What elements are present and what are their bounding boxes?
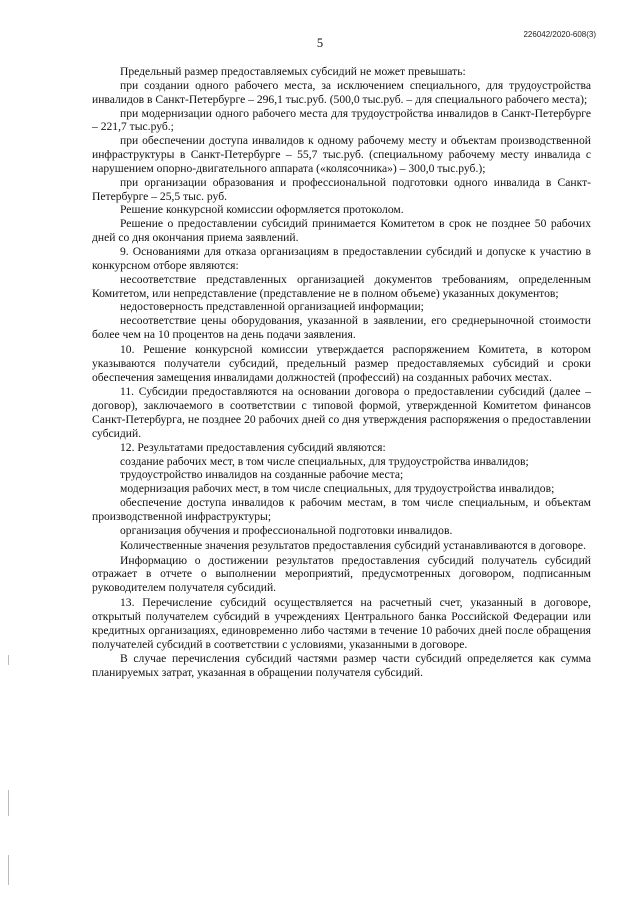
page-number: 5: [316, 36, 324, 50]
paragraph: создание рабочих мест, в том числе специальных, для трудоустройства инвалидов;: [120, 454, 529, 468]
paragraph: Решение конкурсной комиссии оформляется протоколом.: [120, 203, 404, 217]
paragraph: Информацию о достижении результатов предоставления субсидий получатель субсидий отражает в отчете о выполнении мероприятий, предусмотренных договором, подписанным руководителем получателя субсидий.: [92, 553, 591, 595]
scan-mark: [8, 790, 9, 816]
paragraph: модернизация рабочих мест, в том числе специальных, для трудоустройства инвалидов;: [120, 482, 555, 496]
paragraph: при организации образования и профессиональной подготовки одного инвалида в Санкт-Петербурге – 25,5 тыс. руб.: [92, 175, 591, 203]
paragraph: несоответствие представленных организацией документов требованиям, определенным Комитетом, или непредставление (представление не в полном объеме) указанных документов;: [92, 272, 591, 300]
paragraph: Предельный размер предоставляемых субсидий не может превышать:: [120, 65, 466, 78]
scan-mark: [8, 655, 9, 665]
paragraph: обеспечение доступа инвалидов к рабочим местам, в том числе специальным, и объектам производственной инфраструктуры;: [92, 496, 591, 523]
paragraph: 13. Перечисление субсидий осуществляется на расчетный счет, указанный в договоре, открытый получателем субсидий в учреждениях Центрального банка Российской Федерации или кредитных организациях, единовременно либо частями в течение 10 рабочих дней после обращения получателей субсидий в соответствии с условиями, указанными в договоре.: [92, 596, 591, 651]
paragraph: 11. Субсидии предоставляются на основании договора о предоставлении субсидий (далее – договор), заключаемого в соответствии с типовой формой, утвержденной Комитетом финансов Санкт-Петербурга, не позднее 20 рабочих дней со дня утверждения распоряжения о предоставлении субсидий.: [92, 385, 591, 440]
paragraph: 12. Результатами предоставления субсидий являются:: [120, 440, 386, 454]
paragraph: организация обучения и профессиональной подготовки инвалидов.: [120, 523, 453, 537]
paragraph: Количественные значения результатов предоставления субсидий устанавливаются в договоре.: [120, 538, 586, 552]
paragraph: при обеспечении доступа инвалидов к одному рабочему месту и объектам производственной инфраструктуры в Санкт-Петербурге – 55,7 тыс.руб. (специальному рабочему месту инвалида с нарушением опорно-двигательного аппарата («колясочника») – 300,0 тыс.руб.);: [92, 134, 591, 175]
paragraph: В случае перечисления субсидий частями размер части субсидий определяется как сумма планируемых затрат, указанная в обращении получателя субсидий.: [92, 652, 591, 680]
paragraph: 10. Решение конкурсной комиссии утверждается распоряжением Комитета, в котором указываются получатели субсидий, предельный размер предоставляемых субсидий и сроки обеспечения замещения инвалидами должностей (профессий) на созданных рабочих местах.: [92, 342, 591, 384]
paragraph: при модернизации одного рабочего места для трудоустройства инвалидов в Санкт-Петербурге – 221,7 тыс.руб.;: [92, 106, 591, 134]
paragraph: при создании одного рабочего места, за исключением специального, для трудоустройства инвалидов в Санкт-Петербурге – 296,1 тыс.руб. (500,0 тыс.руб. – для специального рабочего места);: [92, 78, 591, 106]
document-number: 226042/2020-608(3): [523, 30, 596, 39]
paragraph: 9. Основаниями для отказа организациям в предоставлении субсидий и допуске к участию в конкурсном отборе являются:: [92, 244, 591, 272]
paragraph: трудоустройство инвалидов на созданные рабочие места;: [120, 468, 404, 482]
paragraph: несоответствие цены оборудования, указанной в заявлении, его среднерыночной стоимости более чем на 10 процентов на день подачи заявления.: [92, 314, 591, 342]
document-body: [92, 65, 591, 680]
paragraph: Решение о предоставлении субсидий принимается Комитетом в срок не позднее 50 рабочих дней со дня окончания приема заявлений.: [92, 217, 591, 245]
paragraph: недостоверность представленной организацией информации;: [120, 300, 424, 314]
scan-mark: [8, 855, 9, 885]
